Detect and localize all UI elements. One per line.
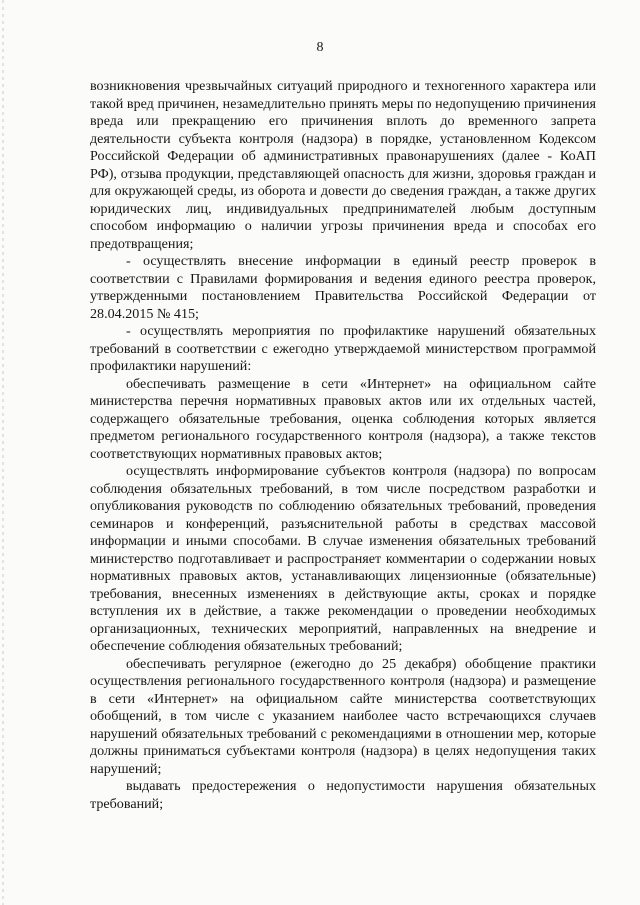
paragraph-emergency-measures: возникновения чрезвычайных ситуаций природного и техногенного характера или такой вред причинен, незамедлительно принять меры по недопущению причинения вреда или прекращению его причинения вплоть до временного запрета деятельности субъекта контроля (надзора) в порядке, установленном Кодексом Российской Федерации об административных правонарушениях (далее - КоАП РФ), отзыва продукции, представляющей опасность для жизни, здоровья граждан и для окружающей среды, из оборота и довести до сведения граждан, а также других юридических лиц, индивидуальных предпринимателей любым доступным способом информацию о наличии угрозы причинения вреда и способах его предотвращения; [90,78,596,252]
document-body [90,78,596,813]
page-number: 8 [316,40,324,55]
paragraph-inform-subjects: осуществлять информирование субъектов контроля (надзора) по вопросам соблюдения обязательных требований, в том числе посредством разработки и опубликования руководств по соблюдению обязательных требований, проведения семинаров и конференций, разъяснительной работы в средствах массовой информации и иными способами. В случае изменения обязательных требований министерство подготавливает и распространяет комментарии о содержании новых нормативных правовых актов, устанавливающих лицензионные (обязательные) требования, внесенных изменениях в действующие акты, сроках и порядке вступления их в действие, а также рекомендации о проведении необходимых организационных, технических мероприятий, направленных на внедрение и обеспечение соблюдения обязательных требований; [90,463,596,654]
paragraph-practice-generalization: обеспечивать регулярное (ежегодно до 25 декабря) обобщение практики осуществления регионального государственного контроля (надзора) и размещение в сети «Интернет» на официальном сайте министерства соответствующих обобщений, в том числе с указанием наиболее часто встречающихся случаев нарушений обязательных требований с рекомендациями в отношении мер, которые должны приниматься субъектами контроля (надзора) в целях недопущения таких нарушений; [90,655,596,777]
scan-edge-artifact [2,0,4,905]
paragraph-issue-warnings: выдавать предостережения о недопустимости нарушения обязательных требований; [90,778,596,812]
paragraph-prevention-measures: - осуществлять мероприятия по профилактике нарушений обязательных требований в соответствии с ежегодно утверждаемой министерством программой профилактики нарушений: [90,323,596,374]
paragraph-publish-legal-acts: обеспечивать размещение в сети «Интернет» на официальном сайте министерства перечня нормативных правовых актов или их отдельных частей, содержащего обязательные требования, оценка соблюдения которых является предметом регионального государственного контроля (надзора), а также текстов соответствующих нормативных правовых актов; [90,375,596,462]
paragraph-inspection-registry: - осуществлять внесение информации в единый реестр проверок в соответствии с Правилами формирования и ведения единого реестра проверок, утвержденными постановлением Правительства Российской Федерации от 28.04.2015 № 415; [90,253,596,322]
